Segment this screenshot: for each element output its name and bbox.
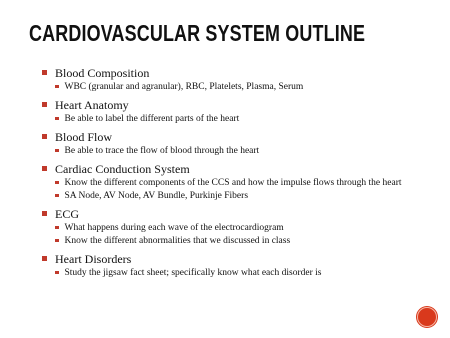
square-bullet-icon (42, 211, 47, 216)
sub-item: Be able to trace the flow of blood through the heart (55, 146, 422, 157)
square-bullet-icon (55, 85, 59, 89)
sub-item: Know the different abnormalities that we discussed in class (55, 236, 422, 247)
sub-list (42, 82, 422, 93)
sub-list (42, 178, 422, 202)
square-bullet-icon (55, 181, 59, 185)
sub-item: WBC (granular and agranular), RBC, Platelets, Plasma, Serum (55, 82, 422, 93)
slide-nav-button[interactable] (417, 307, 437, 327)
outline-section-blood-flow (42, 130, 422, 157)
section-heading: Heart Disorders (55, 252, 132, 266)
section-heading: Blood Flow (55, 130, 113, 144)
sub-item: What happens during each wave of the electrocardiogram (55, 223, 422, 234)
sub-item: Study the jigsaw fact sheet; specifically know what each disorder is (55, 268, 422, 279)
section-heading: Blood Composition (55, 66, 150, 80)
outline-section-cardiac-conduction (42, 162, 422, 202)
section-heading: Cardiac Conduction System (55, 162, 190, 176)
outline-section-heart-anatomy (42, 98, 422, 125)
slide-title: CARDIOVASCULAR SYSTEM OUTLINE (29, 20, 366, 46)
square-bullet-icon (42, 166, 47, 171)
section-heading: Heart Anatomy (55, 98, 129, 112)
sub-item: Be able to label the different parts of the heart (55, 114, 422, 125)
sub-item: SA Node, AV Node, AV Bundle, Purkinje Fibers (55, 191, 422, 202)
outline-list (42, 66, 422, 284)
section-heading: ECG (55, 207, 79, 221)
square-bullet-icon (42, 256, 47, 261)
sub-list (42, 223, 422, 247)
square-bullet-icon (55, 226, 59, 230)
outline-section-ecg (42, 207, 422, 247)
square-bullet-icon (42, 134, 47, 139)
sub-list (42, 268, 422, 279)
outline-section-blood-composition (42, 66, 422, 93)
sub-item: Know the different components of the CCS and how the impulse flows through the heart (55, 178, 422, 189)
square-bullet-icon (55, 239, 59, 243)
square-bullet-icon (55, 149, 59, 153)
square-bullet-icon (42, 70, 47, 75)
square-bullet-icon (55, 271, 59, 275)
square-bullet-icon (55, 194, 59, 198)
sub-list (42, 114, 422, 125)
outline-section-heart-disorders (42, 252, 422, 279)
sub-list (42, 146, 422, 157)
square-bullet-icon (42, 102, 47, 107)
square-bullet-icon (55, 117, 59, 121)
